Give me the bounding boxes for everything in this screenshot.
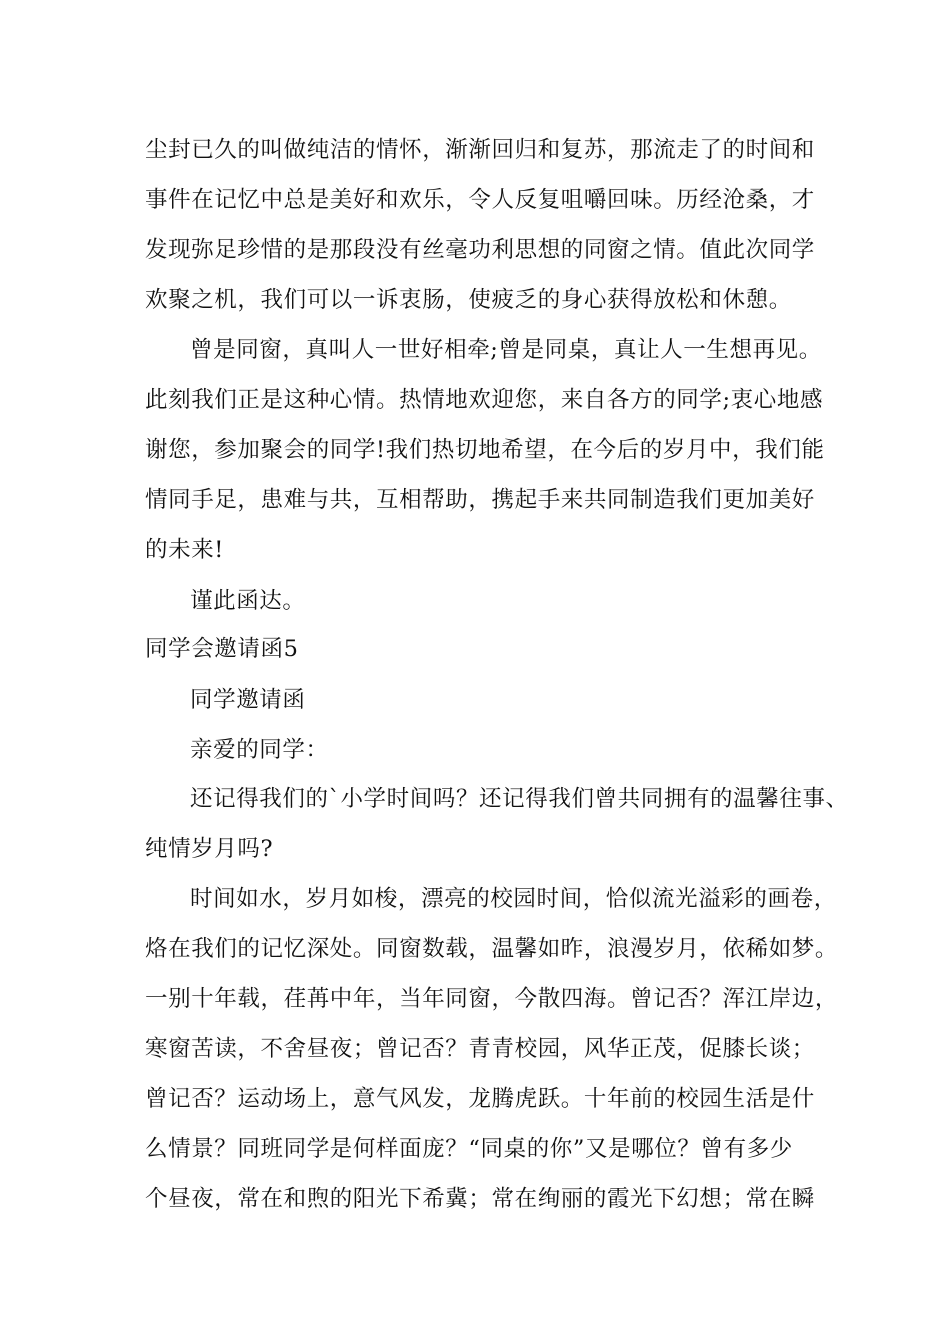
paragraph-line: 个昼夜，常在和煦的阳光下希冀；常在绚丽的霞光下幻想；常在瞬 <box>145 1186 815 1212</box>
paragraph-line: 情同手足，患难与共，互相帮助，携起手来共同制造我们更加美好 <box>145 487 815 513</box>
paragraph-line: 曾记否？运动场上，意气风发，龙腾虎跃。十年前的校园生活是什 <box>145 1086 815 1112</box>
paragraph-line: 烙在我们的记忆深处。同窗数载，温馨如昨，浪漫岁月，依稀如梦。 <box>145 936 839 962</box>
closing-line: 谨此函达。 <box>190 588 306 614</box>
paragraph-line: 曾是同窗，真叫人一世好相牵;曾是同桌，真让人一生想再见。 <box>190 337 822 363</box>
paragraph-line: 时间如水，岁月如梭，漂亮的校园时间，恰似流光溢彩的画卷， <box>190 886 837 912</box>
paragraph-line: 此刻我们正是这种心情。热情地欢迎您，来自各方的同学;衷心地感 <box>145 387 824 413</box>
paragraph-line: 还记得我们的`小学时间吗？还记得我们曾共同拥有的温馨往事、 <box>190 786 849 812</box>
paragraph-line: 的未来! <box>145 537 224 563</box>
paragraph-line: 发现弥足珍惜的是那段没有丝毫功利思想的同窗之情。值此次同学 <box>145 237 815 263</box>
letter-title: 同学邀请函 <box>190 687 306 713</box>
salutation: 亲爱的同学： <box>190 737 329 763</box>
paragraph-line: 寒窗苦读，不舍昼夜；曾记否？青青校园，风华正茂，促膝长谈； <box>145 1036 815 1062</box>
paragraph-line: 谢您，参加聚会的同学!我们热切地希望，在今后的岁月中，我们能 <box>145 437 825 463</box>
paragraph-line: 纯情岁月吗? <box>145 836 274 862</box>
paragraph-line: 么情景？同班同学是何样面庞？“同桌的你”又是哪位？曾有多少 <box>145 1136 793 1162</box>
paragraph-line: 事件在记忆中总是美好和欢乐，令人反复咀嚼回味。历经沧桑，才 <box>145 187 815 213</box>
paragraph-line: 尘封已久的叫做纯洁的情怀，渐渐回归和复苏，那流走了的时间和 <box>145 137 815 163</box>
paragraph-line: 欢聚之机，我们可以一诉衷肠，使疲乏的身心获得放松和休憩。 <box>145 287 792 313</box>
section-heading: 同学会邀请函5 <box>145 636 299 662</box>
paragraph-line: 一别十年载，荏苒中年，当年同窗，今散四海。曾记否？浑江岸边， <box>145 986 839 1012</box>
